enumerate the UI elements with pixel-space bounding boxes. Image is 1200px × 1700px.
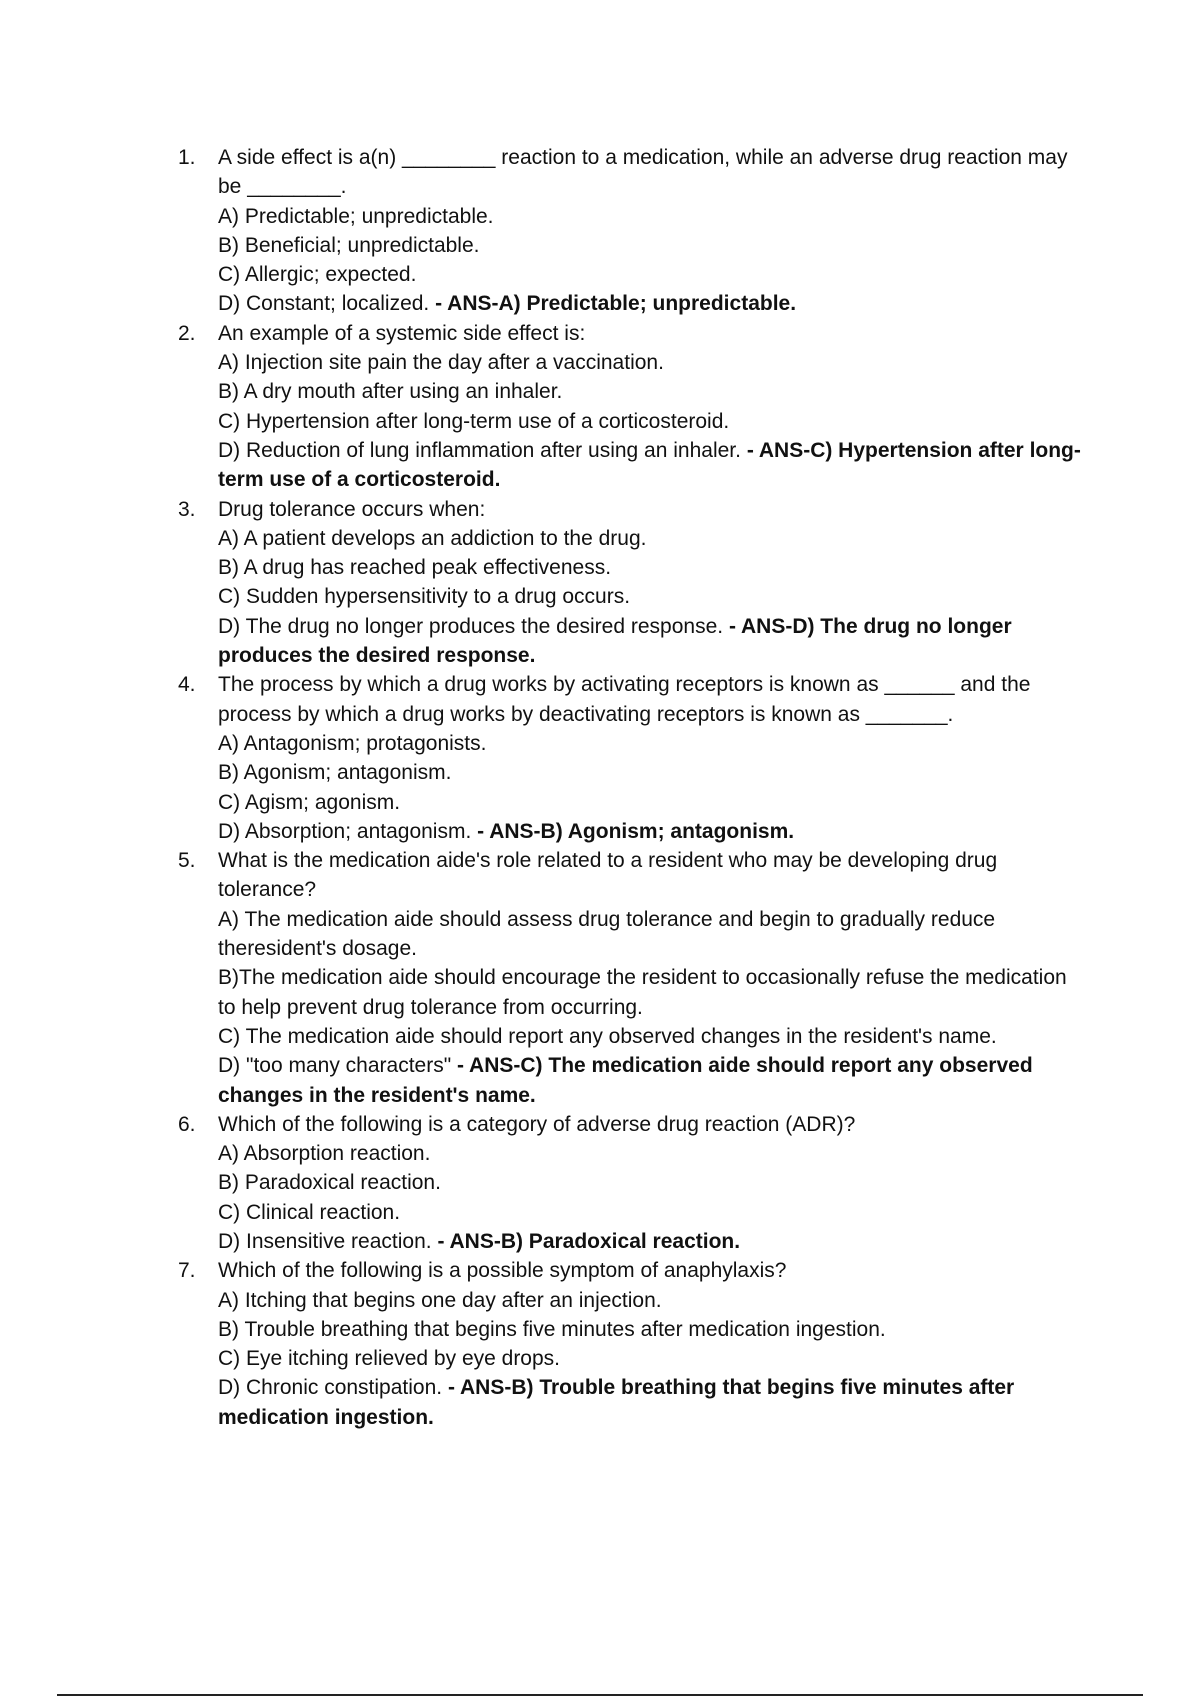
- question-2: [178, 319, 1083, 495]
- question-body: [218, 319, 1083, 495]
- answer-key: - ANS-D) The drug no longer produces the desired response.: [218, 614, 1012, 668]
- option-d: D) "too many characters": [218, 1054, 452, 1078]
- question-prompt: Drug tolerance occurs when:: [218, 497, 486, 521]
- question-number: 7.: [178, 1259, 196, 1283]
- question-prompt: The process by which a drug works by activating receptors is known as ______ and the process by which a drug works by deactivating receptors is known as _______.: [218, 673, 1031, 726]
- question-prompt: Which of the following is a category of adverse drug reaction (ADR)?: [218, 1112, 856, 1136]
- option-d: D) Constant; localized.: [218, 292, 430, 316]
- option-c: C) Allergic; expected.: [218, 263, 417, 287]
- option-c: C) The medication aide should report any observed changes in the resident's name.: [218, 1024, 997, 1048]
- question-number: 5.: [178, 849, 196, 873]
- option-b: B) Agonism; antagonism.: [218, 761, 452, 785]
- question-7: [178, 1256, 1083, 1432]
- option-d: D) The drug no longer produces the desired response.: [218, 614, 724, 638]
- question-list: [178, 143, 1083, 1432]
- question-body: [218, 1110, 1083, 1256]
- option-b: B) Paradoxical reaction.: [218, 1171, 441, 1195]
- question-number: 3.: [178, 497, 196, 521]
- option-c: C) Hypertension after long-term use of a corticosteroid.: [218, 409, 730, 433]
- option-b: B) Beneficial; unpredictable.: [218, 233, 480, 257]
- answer-key: - ANS-B) Trouble breathing that begins five minutes after medication ingestion.: [218, 1376, 1015, 1429]
- question-body: [218, 495, 1083, 671]
- question-body: [218, 143, 1083, 319]
- answer-key: - ANS-B) Agonism; antagonism.: [477, 819, 795, 843]
- option-b: B) A drug has reached peak effectiveness.: [218, 556, 612, 580]
- answer-key: - ANS-C) The medication aide should report any observed changes in the resident's name.: [218, 1054, 1033, 1107]
- question-number: 2.: [178, 321, 196, 345]
- question-prompt: An example of a systemic side effect is:: [218, 321, 586, 345]
- option-d: D) Absorption; antagonism.: [218, 819, 472, 843]
- option-d: D) Chronic constipation.: [218, 1376, 443, 1400]
- option-a: A) A patient develops an addiction to the drug.: [218, 526, 647, 550]
- question-prompt: Which of the following is a possible symptom of anaphylaxis?: [218, 1259, 787, 1283]
- question-number: 4.: [178, 673, 196, 697]
- question-number: 6.: [178, 1112, 196, 1136]
- question-3: [178, 495, 1083, 671]
- question-6: [178, 1110, 1083, 1256]
- option-a: A) Absorption reaction.: [218, 1142, 431, 1166]
- option-b: B) Trouble breathing that begins five minutes after medication ingestion.: [218, 1317, 886, 1341]
- option-d: D) Reduction of lung inflammation after using an inhaler.: [218, 438, 741, 462]
- question-prompt: What is the medication aide's role related to a resident who may be developing drug tolerance?: [218, 849, 998, 902]
- question-4: [178, 670, 1083, 846]
- option-c: C) Sudden hypersensitivity to a drug occurs.: [218, 585, 631, 609]
- question-body: [218, 846, 1083, 1110]
- answer-key: - ANS-B) Paradoxical reaction.: [437, 1229, 741, 1253]
- option-b: B) A dry mouth after using an inhaler.: [218, 380, 563, 404]
- question-body: [218, 670, 1083, 846]
- option-a: A) Antagonism; protagonists.: [218, 731, 487, 755]
- question-prompt: A side effect is a(n) ________ reaction to a medication, while an adverse drug reaction may be ________.: [218, 146, 1068, 199]
- option-a: A) The medication aide should assess drug tolerance and begin to gradually reduce theresident's dosage.: [218, 907, 996, 961]
- option-d-with-answer: [218, 1051, 1083, 1110]
- option-c: C) Agism; agonism.: [218, 790, 401, 814]
- answer-key: - ANS-C) Hypertension after long-term use of a corticosteroid.: [218, 438, 1081, 492]
- option-a: A) Predictable; unpredictable.: [218, 204, 494, 228]
- option-d-with-answer: [218, 1373, 1083, 1432]
- question-1: [178, 143, 1083, 319]
- option-a: A) Injection site pain the day after a vaccination.: [218, 351, 664, 375]
- option-d-with-answer: [218, 436, 1083, 495]
- question-body: [218, 1256, 1083, 1432]
- footer-divider: [57, 1694, 1143, 1696]
- option-a: A) Itching that begins one day after an injection.: [218, 1288, 662, 1312]
- option-d-with-answer: [218, 1227, 1083, 1256]
- option-d-with-answer: [218, 817, 1083, 846]
- answer-key: - ANS-A) Predictable; unpredictable.: [435, 292, 797, 316]
- question-number: 1.: [178, 146, 196, 169]
- option-b: B)The medication aide should encourage the resident to occasionally refuse the medication to help prevent drug tolerance from occurring.: [218, 966, 1067, 1019]
- option-c: C) Clinical reaction.: [218, 1200, 401, 1224]
- option-c: C) Eye itching relieved by eye drops.: [218, 1347, 560, 1371]
- option-d: D) Insensitive reaction.: [218, 1229, 432, 1253]
- question-5: [178, 846, 1083, 1110]
- option-d-with-answer: [218, 612, 1083, 671]
- option-d-with-answer: [218, 289, 1083, 318]
